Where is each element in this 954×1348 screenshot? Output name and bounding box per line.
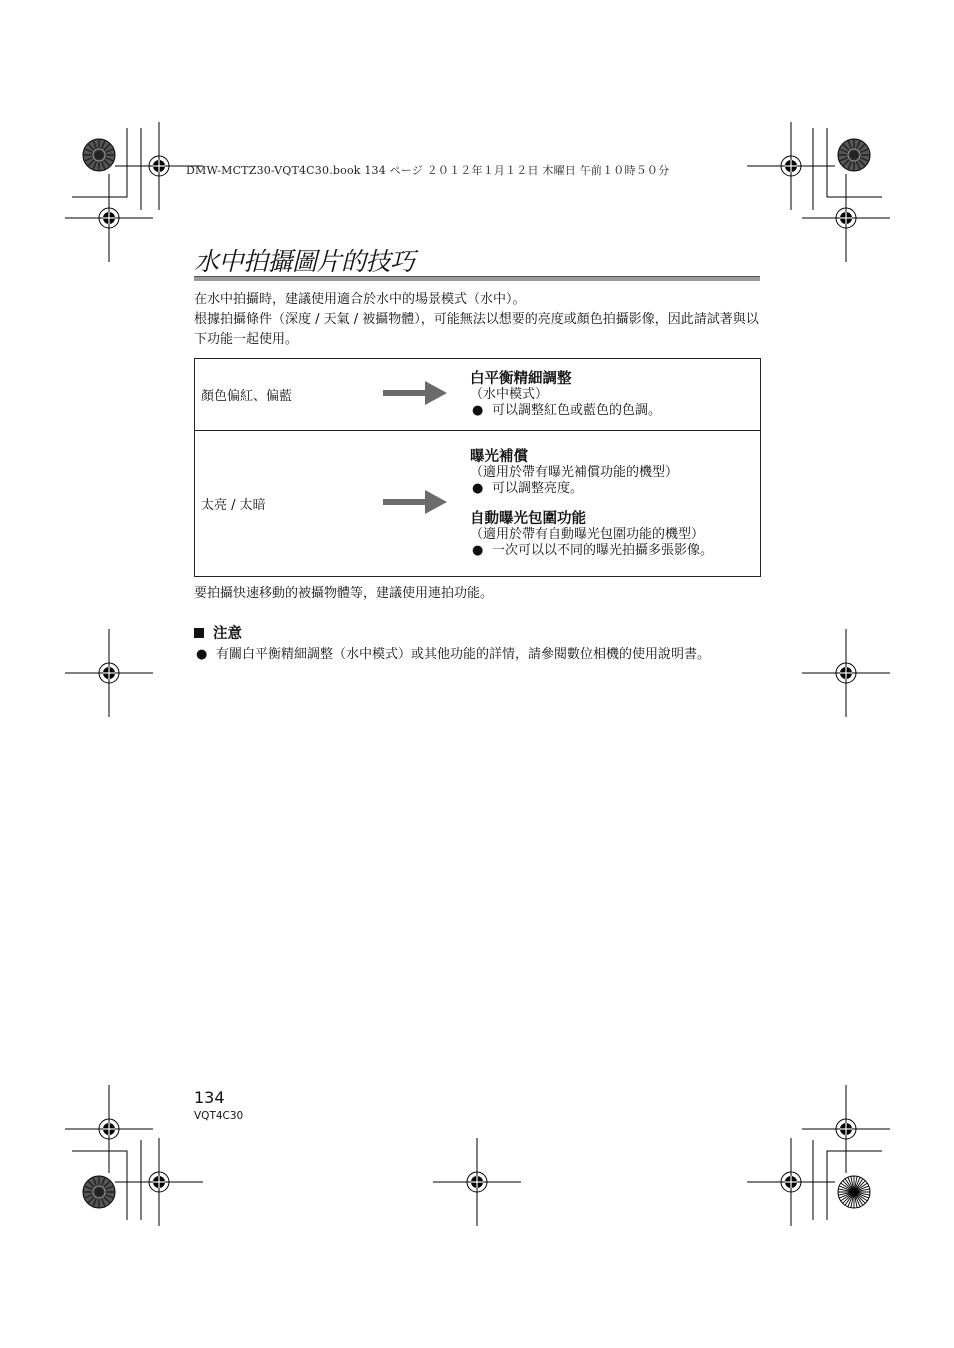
condition-cell: 太亮 / 太暗 [195,431,383,577]
solution-title: 白平衡精細調整 [470,370,572,387]
right-arrow-icon [383,379,449,407]
note-text: 有關白平衡精細調整（水中模式）或其他功能的詳情，請參閱數位相機的使用說明書。 [216,647,711,662]
table-row [195,431,761,577]
note-heading-label: 注意 [213,626,242,642]
solution-note: （適用於帶有曝光補償功能的機型） [470,464,679,480]
bullet-icon: ● [472,402,484,418]
page-number: 134 [194,1088,225,1107]
title-underline [194,276,760,281]
note-heading [194,622,242,643]
condition-cell: 顏色偏紅、偏藍 [195,359,383,431]
solution-title: 自動曝光包圍功能 [470,510,586,527]
intro-line-1: 在水中拍攝時，建議使用適合於水中的場景模式（水中）。 [194,292,526,307]
bullet-text: 可以調整亮度。 [492,480,584,496]
intro-text [194,290,760,350]
table-row [195,359,761,431]
solution-note: （水中模式） [470,386,549,402]
intro-line-2: 根據拍攝條件（深度 / 天氣 / 被攝物體），可能無法以想要的亮度或顏色拍攝影像，因此請試著與以下功能一起使用。 [194,312,759,347]
solution-block [470,371,754,419]
bullet-icon: ● [196,647,208,662]
solution-cell [470,359,761,431]
page-title: 水中拍攝圖片的技巧 [194,247,415,276]
bullet-text: 可以調整紅色或藍色的色調。 [492,402,662,418]
tips-table [194,358,761,577]
note-item [194,644,760,665]
solution-block [470,449,754,497]
solution-title: 曝光補償 [470,448,528,465]
bullet-text: 一次可以以不同的曝光拍攝多張影像。 [492,542,714,558]
square-bullet-icon [194,628,204,638]
arrow-cell [382,431,470,577]
solution-note: （適用於帶有自動曝光包圍功能的機型） [470,526,705,542]
document-code: VQT4C30 [194,1110,244,1122]
solution-cell [470,431,761,577]
bullet-item [470,403,754,419]
bullet-icon: ● [472,542,484,558]
bullet-icon: ● [472,480,484,496]
right-arrow-icon [383,488,449,516]
burst-tip-text: 要拍攝快速移動的被攝物體等，建議使用連拍功能。 [194,586,494,601]
bullet-item [470,543,754,559]
arrow-cell [382,359,470,431]
print-header-info: DMW-MCTZ30-VQT4C30.book 134 ページ ２０１２年１月１２日 木曜日 午前１０時５０分 [186,164,670,177]
bullet-item [470,481,754,497]
solution-block [470,511,754,559]
